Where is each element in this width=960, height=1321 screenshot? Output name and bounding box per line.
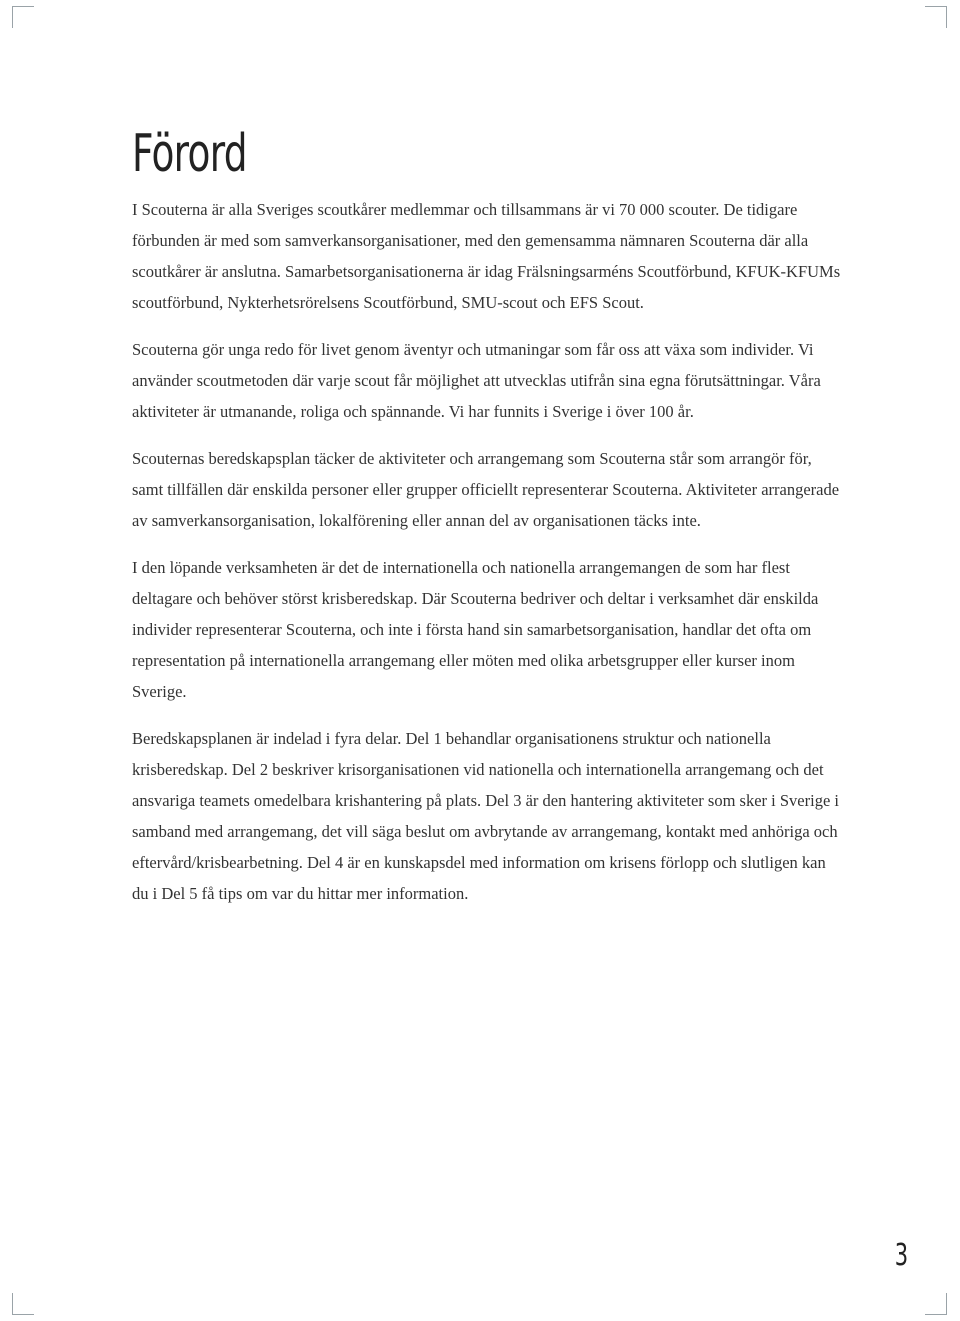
paragraph-mission: Scouterna gör unga redo för livet genom äventyr och utmaningar som får oss att växa som individer. Vi använder scoutmetoden där varje scout får möjlighet att utvecklas utifrån sina egna förutsättningar. Våra aktiviteter är utmanande, roliga och spännande. Vi har funnits i Sverige i över 100 år. xyxy=(132,340,821,421)
paragraph-operations: I den löpande verksamheten är det de internationella och nationella arrangemangen de som har flest deltagare och behöver störst krisberedskap. Där Scouterna bedriver och deltar i verksamhet där enskilda individer representerar Scouterna, och inte i första hand sin samarbetsorganisation, handlar det ofta om representation på internationella arrangemang eller möten med olika arbetsgrupper eller kurser inom Sverige. xyxy=(132,558,819,701)
crop-mark-bottom-right-vertical xyxy=(946,1293,947,1315)
crop-mark-bottom-left-vertical xyxy=(12,1293,13,1315)
body-text xyxy=(132,194,842,925)
page-number: 3 xyxy=(894,1238,908,1273)
paragraph-scope: Scouternas beredskapsplan täcker de aktiviteter och arrangemang som Scouterna står som arrangör för, samt tillfällen där enskilda personer eller grupper officiellt representerar Scouterna. Aktiviteter arrangerade av samverkansorganisation, lokalförening eller annan del av organisationen täcks inte. xyxy=(132,449,840,530)
page-title: Förord xyxy=(132,124,247,184)
paragraph-intro: I Scouterna är alla Sveriges scoutkårer medlemmar och tillsammans är vi 70 000 scouter. De tidigare förbunden är med som samverkansorganisationer, med den gemensamma nämnaren Scouterna där alla scoutkårer är anslutna. Samarbetsorganisationerna är idag Frälsningsarméns Scoutförbund, KFUK-KFUMs scoutförbund, Nykterhetsrörelsens Scoutförbund, SMU-scout och EFS Scout. xyxy=(132,200,841,312)
crop-mark-top-right-horizontal xyxy=(925,6,947,7)
crop-mark-top-left-horizontal xyxy=(12,6,34,7)
crop-mark-top-right-vertical xyxy=(946,6,947,28)
crop-mark-bottom-right-horizontal xyxy=(925,1314,947,1315)
paragraph-structure: Beredskapsplanen är indelad i fyra delar. Del 1 behandlar organisationens struktur och nationella krisberedskap. Del 2 beskriver krisorganisationen vid nationella och internationella arrangemang och det ansvariga teamets omedelbara krishantering på plats. Del 3 är den hantering aktiviteter som sker i Sverige i samband med arrangemang, det vill säga beslut om avbrytande av arrangemang, kontakt med anhöriga och eftervård/krisbearbetning. Del 4 är en kunskapsdel med information om krisens förlopp och slutligen kan du i Del 5 få tips om var du hittar mer information. xyxy=(132,729,839,903)
crop-mark-bottom-left-horizontal xyxy=(12,1314,34,1315)
crop-mark-top-left-vertical xyxy=(12,6,13,28)
